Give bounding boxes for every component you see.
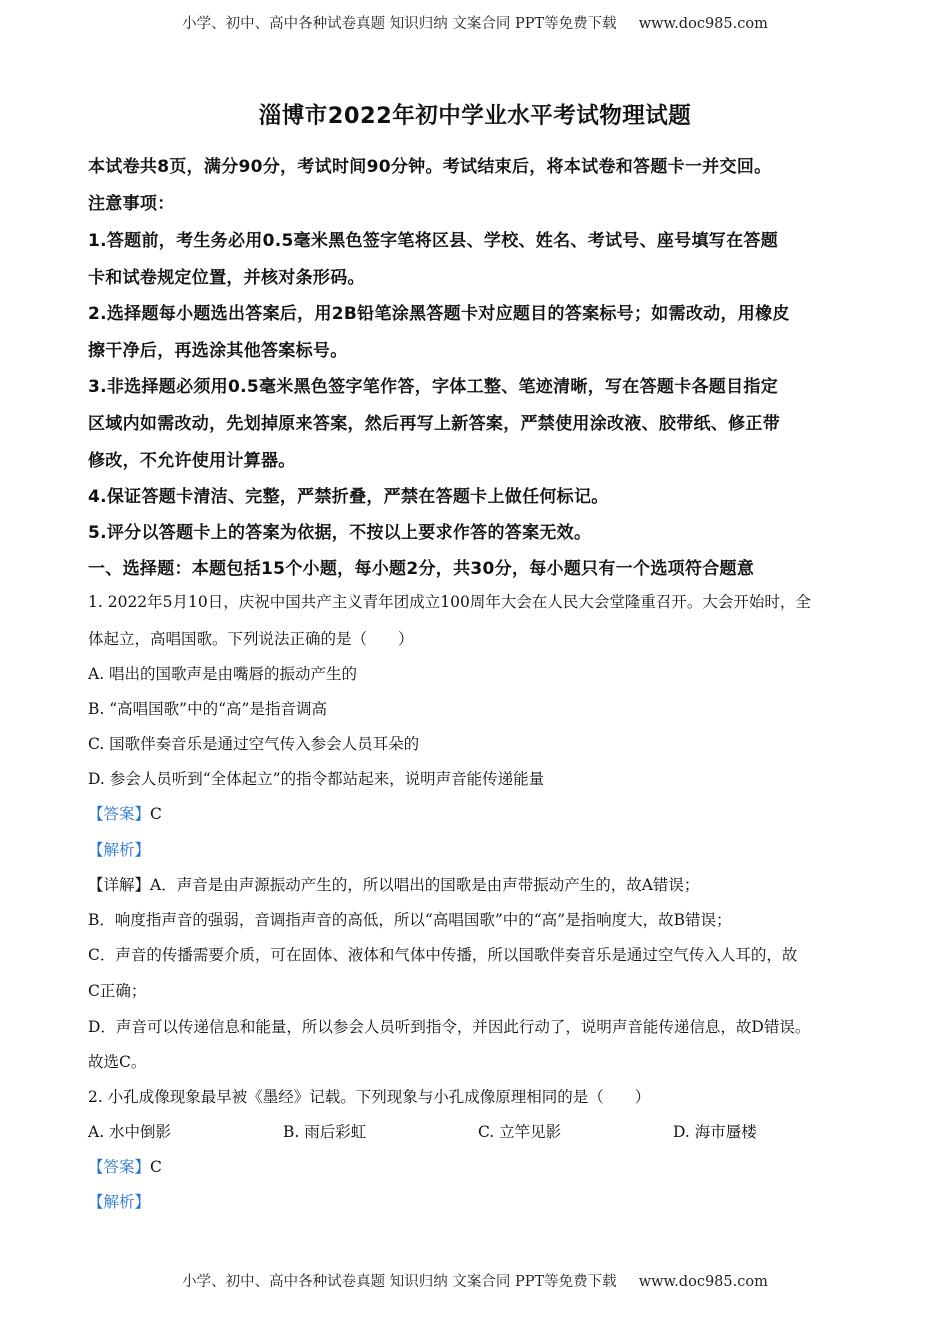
detail-line: D．声音可以传递信息和能量，所以参会人员听到指令，并因此行动了，说明声音能传递信息，故D错误。 xyxy=(88,1018,811,1036)
intro-line: 区域内如需改动，先划掉原来答案，然后再写上新答案，严禁使用涂改液、胶带纸、修正带 xyxy=(88,414,780,434)
intro-line: 擦干净后，再选涂其他答案标号。 xyxy=(88,341,348,361)
intro-line: 4.保证答题卡清洁、完整，严禁折叠，严禁在答题卡上做任何标记。 xyxy=(88,487,609,507)
page-footer xyxy=(0,1270,950,1291)
answer-value: C xyxy=(150,805,162,823)
detail-line: C正确； xyxy=(88,982,147,1000)
analysis-tag: 【解析】 xyxy=(88,841,151,859)
detail-line: 故选C。 xyxy=(88,1053,147,1071)
q1-option: A. 唱出的国歌声是由嘴唇的振动产生的 xyxy=(88,665,358,683)
q1-answer xyxy=(88,802,162,824)
q2-option: C. 立竿见影 xyxy=(478,1123,562,1141)
intro-line: 5.评分以答题卡上的答案为依据，不按以上要求作答的答案无效。 xyxy=(88,523,592,543)
section-heading: 一、选择题：本题包括15个小题，每小题2分，共30分，每小题只有一个选项符合题意 xyxy=(88,559,755,579)
answer-tag: 【答案】 xyxy=(88,805,151,823)
q2-option: D. 海市蜃楼 xyxy=(673,1123,757,1141)
q2-stem: 2. 小孔成像现象最早被《墨经》记载。下列现象与小孔成像原理相同的是（ ） xyxy=(88,1088,651,1106)
q1-option: D. 参会人员听到“全体起立”的指令都站起来，说明声音能传递能量 xyxy=(88,770,545,788)
detail-tag: 【详解】 xyxy=(88,876,151,894)
intro-line: 修改，不允许使用计算器。 xyxy=(88,451,296,471)
intro-line: 3.非选择题必须用0.5毫米黑色签字笔作答，字体工整、笔迹清晰，写在答题卡各题目指定 xyxy=(88,377,778,397)
page-header xyxy=(0,12,950,33)
intro-line: 本试卷共8页，满分90分，考试时间90分钟。考试结束后，将本试卷和答题卡一并交回。 xyxy=(88,157,772,177)
header-site: www.doc985.com xyxy=(638,16,768,32)
q2-option: A. 水中倒影 xyxy=(88,1123,172,1141)
q1-detail xyxy=(88,873,699,895)
detail-line: B．响度指声音的强弱，音调指声音的高低，所以“高唱国歌”中的“高”是指响度大，故B错误； xyxy=(88,911,732,929)
q1-option: C. 国歌伴奏音乐是通过空气传入参会人员耳朵的 xyxy=(88,735,420,753)
page-title: 淄博市2022年初中学业水平考试物理试题 xyxy=(258,103,692,129)
answer-value: C xyxy=(150,1158,162,1176)
q2-options xyxy=(88,1120,868,1142)
q1-stem: 1. 2022年5月10日，庆祝中国共产主义青年团成立100周年大会在人民大会堂隆重召开。大会开始时，全 xyxy=(88,593,811,611)
intro-line: 2.选择题每小题选出答案后，用2B铅笔涂黑答题卡对应题目的答案标号；如需改动，用橡皮 xyxy=(88,304,790,324)
q2-option: B. 雨后彩虹 xyxy=(283,1123,367,1141)
intro-line: 卡和试卷规定位置，并核对条形码。 xyxy=(88,268,365,288)
detail-line: A．声音是由声源振动产生的，所以唱出的国歌是由声带振动产生的，故A错误； xyxy=(150,876,700,894)
q1-option: B. “高唱国歌”中的“高”是指音调高 xyxy=(88,700,327,718)
intro-line: 1.答题前，考生务必用0.5毫米黑色签字笔将区县、学校、姓名、考试号、座号填写在答题 xyxy=(88,231,778,251)
q1-stem: 体起立，高唱国歌。下列说法正确的是（ ） xyxy=(88,630,414,648)
analysis-tag: 【解析】 xyxy=(88,1193,151,1211)
footer-text: 小学、初中、高中各种试卷真题 知识归纳 文案合同 PPT等免费下载 xyxy=(182,1274,617,1290)
detail-line: C．声音的传播需要介质，可在固体、液体和气体中传播，所以国歌伴奏音乐是通过空气传入人耳的，故 xyxy=(88,946,798,964)
answer-tag: 【答案】 xyxy=(88,1158,151,1176)
header-text: 小学、初中、高中各种试卷真题 知识归纳 文案合同 PPT等免费下载 xyxy=(182,16,617,32)
intro-line: 注意事项： xyxy=(88,194,175,214)
q2-answer xyxy=(88,1155,162,1177)
footer-site: www.doc985.com xyxy=(638,1274,768,1290)
